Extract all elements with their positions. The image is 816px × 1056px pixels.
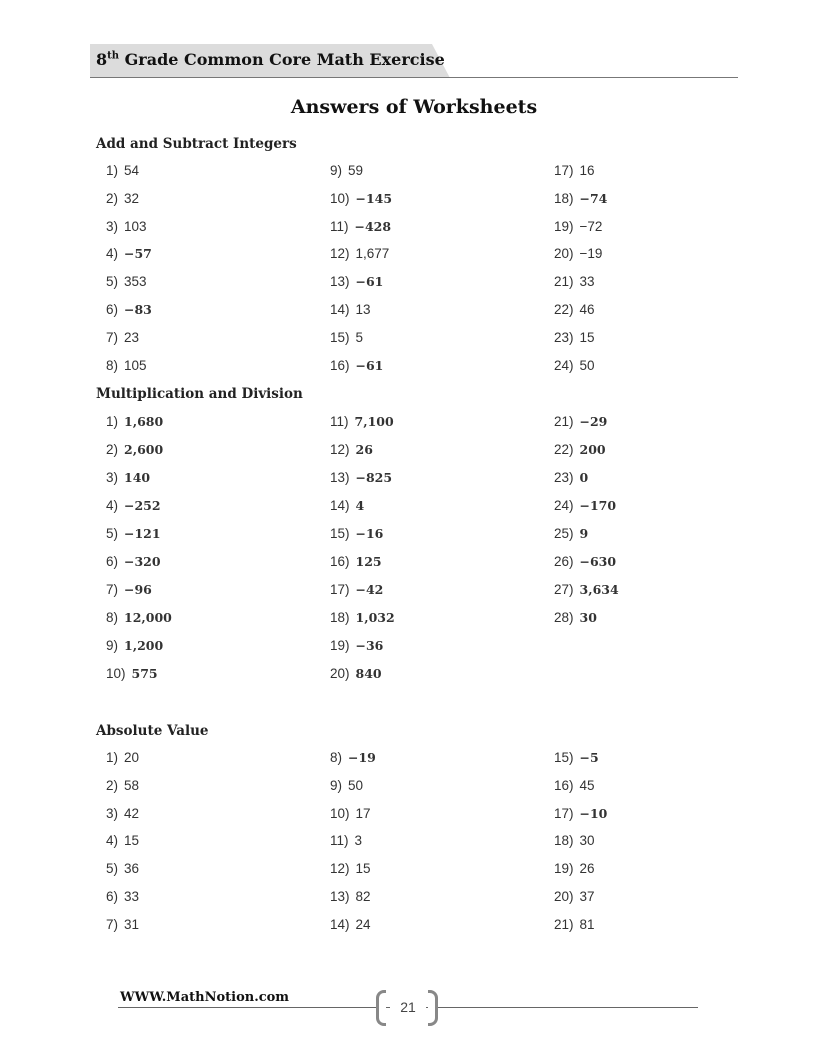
answer-number: 22) — [554, 302, 574, 317]
answer-item — [554, 917, 595, 932]
answer-value: −5 — [579, 750, 599, 765]
answer-item — [554, 330, 595, 345]
answer-number: 13) — [330, 889, 350, 904]
answer-value: −19 — [348, 750, 376, 765]
page-number-bracket-right — [428, 990, 438, 1026]
answer-number: 11) — [330, 414, 349, 429]
answer-item — [554, 191, 607, 206]
answer-value: −630 — [579, 554, 617, 569]
answer-item — [106, 750, 139, 765]
answer-value: 840 — [355, 666, 382, 681]
answer-value: 82 — [355, 889, 371, 904]
answer-number: 3) — [106, 470, 119, 485]
answer-item — [330, 833, 362, 848]
answer-item — [330, 219, 391, 234]
answer-item — [106, 917, 139, 932]
answer-item — [554, 442, 606, 457]
answer-number: 9) — [106, 638, 119, 653]
answer-item — [554, 470, 588, 485]
answer-item — [330, 330, 363, 345]
answer-value: 33 — [124, 889, 140, 904]
answer-value: 105 — [124, 357, 147, 373]
answer-item — [330, 526, 383, 541]
answer-value: −428 — [354, 218, 392, 234]
answer-value: −121 — [124, 526, 161, 541]
answer-value: 81 — [579, 916, 595, 932]
answer-number: 13) — [330, 274, 350, 290]
answer-item — [554, 526, 588, 541]
answer-value: 36 — [124, 861, 140, 877]
answer-item — [106, 889, 139, 904]
answer-item — [554, 610, 597, 625]
answer-number: 5) — [106, 861, 119, 877]
answer-value: 46 — [579, 302, 595, 317]
answer-item — [554, 274, 595, 289]
answer-value: −83 — [124, 302, 152, 317]
answer-value: 103 — [124, 218, 147, 234]
answer-number: 7) — [106, 916, 119, 932]
answer-item — [106, 666, 158, 681]
answer-value: 575 — [131, 666, 158, 681]
answer-value: 24 — [355, 916, 371, 932]
answer-value: 37 — [579, 889, 595, 904]
answer-item — [330, 358, 383, 373]
answer-item — [106, 274, 147, 289]
answer-value: −145 — [355, 190, 393, 206]
section-title: Multiplication and Division — [96, 386, 303, 402]
answer-number: 21) — [554, 274, 574, 290]
answer-value: −320 — [124, 554, 161, 569]
answer-value: −74 — [579, 190, 608, 206]
answer-number: 19) — [330, 638, 350, 653]
answer-value: 23 — [124, 329, 140, 345]
answer-item — [554, 163, 595, 178]
answer-number: 23) — [554, 470, 574, 485]
answer-number: 5) — [106, 526, 119, 541]
answer-item — [330, 610, 395, 625]
answer-number: 10) — [330, 805, 350, 821]
answer-value: 3 — [354, 833, 363, 849]
answer-item — [330, 778, 363, 793]
answer-number: 1) — [106, 163, 119, 178]
answer-value: −825 — [355, 470, 393, 485]
page-title: Answers of Worksheets — [290, 96, 538, 118]
answer-value: −252 — [124, 498, 161, 513]
answer-value: −16 — [355, 526, 384, 541]
answer-value: 0 — [579, 470, 589, 485]
answer-value: 16 — [579, 163, 595, 178]
answer-item — [330, 554, 382, 569]
answer-value: 12,000 — [124, 610, 172, 625]
answer-value: 5 — [355, 329, 364, 345]
answer-item — [106, 330, 139, 345]
answer-value: 9 — [579, 526, 589, 541]
answer-number: 3) — [106, 805, 119, 821]
answer-item — [554, 889, 595, 904]
answer-value: 1,677 — [355, 246, 390, 262]
answer-item — [330, 750, 376, 765]
answer-number: 18) — [330, 610, 350, 625]
answer-number: 17) — [330, 582, 350, 597]
answer-item — [330, 470, 392, 485]
answer-number: 7) — [106, 582, 119, 597]
answer-item — [106, 806, 139, 821]
answer-item — [554, 498, 616, 513]
answer-item — [106, 833, 139, 848]
answer-item — [106, 638, 163, 653]
answer-number: 2) — [106, 442, 119, 457]
answer-item — [330, 442, 373, 457]
answer-value: 30 — [579, 833, 595, 849]
answer-value: 50 — [348, 777, 364, 793]
answer-number: 20) — [554, 246, 574, 262]
answer-item — [330, 246, 389, 261]
answer-value: 31 — [124, 916, 140, 932]
answer-item — [554, 778, 595, 793]
answer-item — [330, 582, 383, 597]
answer-value: 15 — [355, 861, 371, 877]
answer-number: 17) — [554, 163, 574, 178]
answer-item — [554, 302, 595, 317]
answer-value: 1,680 — [124, 414, 164, 429]
answer-value: 26 — [579, 861, 595, 877]
answer-number: 8) — [106, 610, 119, 625]
answer-value: 59 — [348, 163, 364, 178]
answer-number: 11) — [330, 833, 349, 849]
answer-item — [330, 806, 371, 821]
answer-number: 7) — [106, 329, 119, 345]
answer-value: 140 — [124, 470, 151, 485]
answer-item — [330, 498, 364, 513]
answer-value: 45 — [579, 777, 595, 793]
answer-number: 14) — [330, 302, 350, 317]
answer-item — [554, 806, 607, 821]
answer-value: 32 — [124, 190, 140, 206]
answer-value: 33 — [579, 274, 595, 290]
answer-item — [330, 666, 382, 681]
answer-item — [330, 889, 371, 904]
answer-value: −61 — [355, 357, 384, 373]
answer-number: 8) — [330, 750, 343, 765]
answer-number: 21) — [554, 916, 574, 932]
answer-value: −57 — [124, 246, 152, 262]
answer-value: 54 — [124, 163, 140, 178]
answer-item — [330, 414, 394, 429]
answer-number: 12) — [330, 246, 350, 262]
answer-item — [106, 414, 163, 429]
answer-number: 27) — [554, 582, 574, 597]
answer-number: 26) — [554, 554, 574, 569]
answer-value: 4 — [355, 498, 365, 513]
answer-number: 2) — [106, 190, 119, 206]
answer-item — [554, 554, 616, 569]
answer-value: 125 — [355, 554, 382, 569]
answer-item — [330, 917, 371, 932]
answer-value: −72 — [579, 218, 603, 234]
answer-item — [554, 414, 607, 429]
answer-value: 58 — [124, 777, 140, 793]
answer-item — [106, 470, 150, 485]
answer-item — [330, 191, 392, 206]
answer-item — [106, 442, 163, 457]
answer-number: 6) — [106, 889, 119, 904]
section-title: Add and Subtract Integers — [96, 136, 297, 152]
answer-number: 15) — [330, 526, 350, 541]
answer-number: 24) — [554, 498, 574, 513]
answer-number: 17) — [554, 805, 574, 821]
answer-number: 15) — [554, 750, 574, 765]
answer-value: 13 — [355, 302, 371, 317]
answer-number: 4) — [106, 498, 119, 513]
answer-number: 10) — [106, 666, 126, 681]
answer-number: 25) — [554, 526, 574, 541]
answer-number: 13) — [330, 470, 350, 485]
answer-value: −10 — [579, 805, 608, 821]
answer-number: 20) — [330, 666, 350, 681]
answer-number: 18) — [554, 190, 574, 206]
answer-item — [554, 833, 595, 848]
answer-value: 200 — [579, 442, 606, 457]
answer-item — [330, 861, 371, 876]
answer-value: 26 — [355, 442, 373, 457]
answer-item — [554, 750, 599, 765]
answer-item — [330, 274, 383, 289]
section-title: Absolute Value — [96, 723, 209, 739]
answer-item — [106, 219, 147, 234]
answer-value: −36 — [355, 638, 384, 653]
answer-value: 17 — [355, 805, 371, 821]
answer-number: 14) — [330, 916, 350, 932]
answer-number: 6) — [106, 554, 119, 569]
answer-number: 14) — [330, 498, 350, 513]
answer-item — [106, 861, 139, 876]
answer-value: 20 — [124, 750, 140, 765]
answer-value: 1,200 — [124, 638, 164, 653]
answer-value: −29 — [579, 414, 608, 429]
answer-number: 9) — [330, 163, 343, 178]
answer-value: −61 — [355, 274, 384, 290]
answer-item — [330, 638, 383, 653]
answer-number: 28) — [554, 610, 574, 625]
header-rule — [90, 77, 738, 78]
answer-value: −19 — [579, 246, 603, 262]
answer-item — [106, 526, 161, 541]
answer-item — [106, 302, 152, 317]
answer-value: 30 — [579, 610, 597, 625]
answer-number: 6) — [106, 302, 119, 317]
answer-number: 1) — [106, 750, 119, 765]
answer-value: 42 — [124, 805, 140, 821]
answer-item — [330, 302, 371, 317]
answer-number: 24) — [554, 357, 574, 373]
answer-item — [106, 610, 172, 625]
answer-item — [330, 163, 363, 178]
answer-item — [554, 219, 602, 234]
answer-number: 9) — [330, 777, 343, 793]
answer-number: 12) — [330, 442, 350, 457]
answer-value: −42 — [355, 582, 384, 597]
answer-number: 20) — [554, 889, 574, 904]
answer-value: 15 — [124, 833, 140, 849]
answer-number: 19) — [554, 861, 574, 877]
answer-number: 5) — [106, 274, 119, 290]
answer-value: 1,032 — [355, 610, 395, 625]
answer-number: 15) — [330, 329, 350, 345]
answer-number: 16) — [554, 777, 574, 793]
answer-value: 3,634 — [579, 582, 619, 597]
answer-item — [106, 246, 152, 261]
book-title: 8th Grade Common Core Math Exercise — [96, 50, 445, 69]
answer-value: −96 — [124, 582, 152, 597]
answer-item — [106, 163, 139, 178]
answer-item — [106, 582, 152, 597]
answer-number: 22) — [554, 442, 574, 457]
answer-number: 2) — [106, 777, 119, 793]
answer-number: 16) — [330, 357, 350, 373]
answer-item — [554, 861, 595, 876]
answer-item — [106, 191, 139, 206]
answer-item — [106, 554, 161, 569]
answer-value: −170 — [579, 498, 617, 513]
answer-value: 7,100 — [354, 414, 394, 429]
answer-number: 23) — [554, 329, 574, 345]
answer-number: 1) — [106, 414, 119, 429]
answer-number: 3) — [106, 218, 119, 234]
answer-value: 50 — [579, 357, 595, 373]
answer-number: 11) — [330, 218, 349, 234]
answer-number: 18) — [554, 833, 574, 849]
answer-value: 15 — [579, 329, 595, 345]
answer-item — [106, 778, 139, 793]
answer-number: 4) — [106, 246, 119, 262]
answer-number: 19) — [554, 218, 574, 234]
answer-item — [554, 358, 595, 373]
answer-number: 10) — [330, 190, 350, 206]
answer-item — [106, 358, 147, 373]
answer-value: 2,600 — [124, 442, 164, 457]
answer-value: 353 — [124, 274, 147, 290]
answer-number: 8) — [106, 357, 119, 373]
answer-item — [554, 582, 619, 597]
page-number: 21 — [390, 999, 426, 1015]
page-number-bracket-left — [376, 990, 386, 1026]
answer-number: 12) — [330, 861, 350, 877]
answer-number: 16) — [330, 554, 350, 569]
answer-number: 21) — [554, 414, 574, 429]
answer-item — [554, 246, 602, 261]
answer-item — [106, 498, 161, 513]
footer-url: WWW.MathNotion.com — [120, 990, 290, 1005]
answer-number: 4) — [106, 833, 119, 849]
